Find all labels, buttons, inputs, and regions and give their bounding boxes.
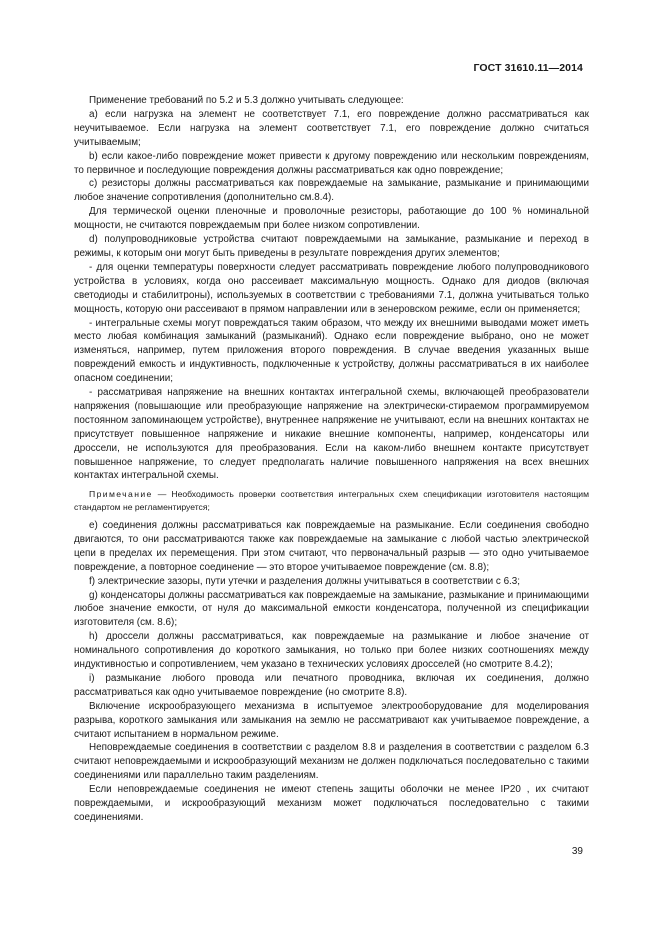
note-label: Примечание	[89, 489, 153, 500]
page-number: 39	[571, 846, 583, 857]
paragraph: е) соединения должны рассматриваться как повреждаемые на размыкание. Если соединения свободно двигаются, то они рассматриваются также как повреждаемые на замыкание с любой частью электрической цепи в пределах их перемещения. При этом считают, что первоначальный разрыв — это одно учитываемое повреждение, а повторное соединение — это второе учитываемое повреждение (см. 8.8);	[74, 519, 589, 573]
paragraph: g) конденсаторы должны рассматриваться как повреждаемые на замыкание, размыкание и принимающими любое значение емкости, от нуля до максимальной емкости конденсатора, полученной из спецификации изготовителя (см. 8.6);	[74, 589, 589, 629]
paragraph: Для термической оценки пленочные и проволочные резисторы, работающие до 100 % номинальной мощности, не считаются повреждаемым при более низком сопротивлении.	[74, 206, 589, 232]
paragraph: d) полупроводниковые устройства считают повреждаемыми на замыкание, размыкание и переход в режимы, к которым они могут быть приведены в результате повреждения других элементов;	[74, 234, 589, 259]
paragraph: Применение требований по 5.2 и 5.3 должно учитывать следующее:	[89, 95, 404, 106]
note-text: — Необходимость проверки соответствия интегральных схем спецификации изготовителя настоящим стандартом не регламентируется;	[74, 489, 589, 512]
paragraph: h) дроссели должны рассматриваться, как повреждаемые на размыкание и любое значение от номинального сопротивления до короткого замыкания, но только при более низких соотношениях между индуктивностью и сопротивлением, чем указано в технических условиях дросселей (но смотрите 8.4.2);	[74, 631, 589, 671]
paragraph: - для оценки температуры поверхности следует рассматривать повреждение любого полупроводникового устройства в условиях, когда оно рассеивает максимальную мощность. Однако для диодов (включая светодиоды и стабилитроны), используемых в соответствии с требованиями 7.1, должна учитываться только мощность, которую они рассеивают в прямом направлении или в зенеровском режиме, если он применяется;	[74, 261, 589, 315]
paragraph: Если неповреждаемые соединения не имеют степень защиты оболочки не менее IP20 , их считают повреждаемыми, и искрообразующий механизм может подключаться последовательно с такими соединениями.	[74, 784, 589, 823]
paragraph: f) электрические зазоры, пути утечки и разделения должны учитываться в соответствии с 6.3;	[89, 575, 521, 587]
paragraph: - интегральные схемы могут повреждаться таким образом, что между их внешними выводами может иметь место любая комбинация замыканий (размыканий). Однако если повреждение выбрано, оно не может изменяться, например, путем приложения второго повреждения. В случае введения указанных выше повреждений емкость и индуктивность, подключенные к устройству, должны рассматриваться в их наиболее опасном соединении;	[74, 317, 589, 385]
document-body	[74, 94, 589, 825]
paragraph: Неповреждаемые соединения в соответствии с разделом 8.8 и разделения в соответствии с разделом 6.3 считают неповреждаемыми и искрообразующий механизм не должен подключаться последовательно с такими соединениями или параллельно таким разделениям.	[74, 742, 589, 782]
paragraph: b) если какое-либо повреждение может привести к другому повреждению или нескольким повреждениям, то первичное и последующие повреждения должны рассматриваться как одно повреждение;	[74, 150, 589, 176]
note-paragraph	[74, 488, 589, 513]
document-code-header: ГОСТ 31610.11—2014	[473, 62, 583, 74]
paragraph: Включение искрообразующего механизма в испытуемое электрооборудование для моделирования разрыва, короткого замыкания или замыкания на землю не рассматривают как учитываемое повреждение, а считают испытанием в нормальном режиме.	[74, 700, 589, 740]
paragraph: i) размыкание любого провода или печатного проводника, включая их соединения, должно рассматриваться как одно учитываемое повреждение (но смотрите 8.8).	[74, 672, 589, 698]
paragraph: - рассматривая напряжение на внешних контактах интегральной схемы, включающей преобразователи напряжения (повышающие или преобразующие напряжение на электрически-стираемом программируемом постоянном запоминающем устройстве), внутреннее напряжение не учитывают, если на внешних контактах не присутствует повышенное напряжение и никакие внешние компоненты, например, конденсаторы или дроссели, не используются для преобразования. Если на каком-либо внешнем контакте присутствует повышенное напряжение, то следует предполагать наличие повышенного напряжения на всех внешних контактах интегральной схемы.	[74, 387, 589, 482]
paragraph: с) резисторы должны рассматриваться как повреждаемые на замыкание, размыкание и принимающими любое значение сопротивления (дополнительно см.8.4).	[74, 178, 589, 204]
paragraph: а) если нагрузка на элемент не соответствует 7.1, его повреждение должно рассматриваться как неучитываемое. Если нагрузка на элемент соответствует 7.1, его повреждение должно считаться учитываемым;	[74, 108, 589, 148]
